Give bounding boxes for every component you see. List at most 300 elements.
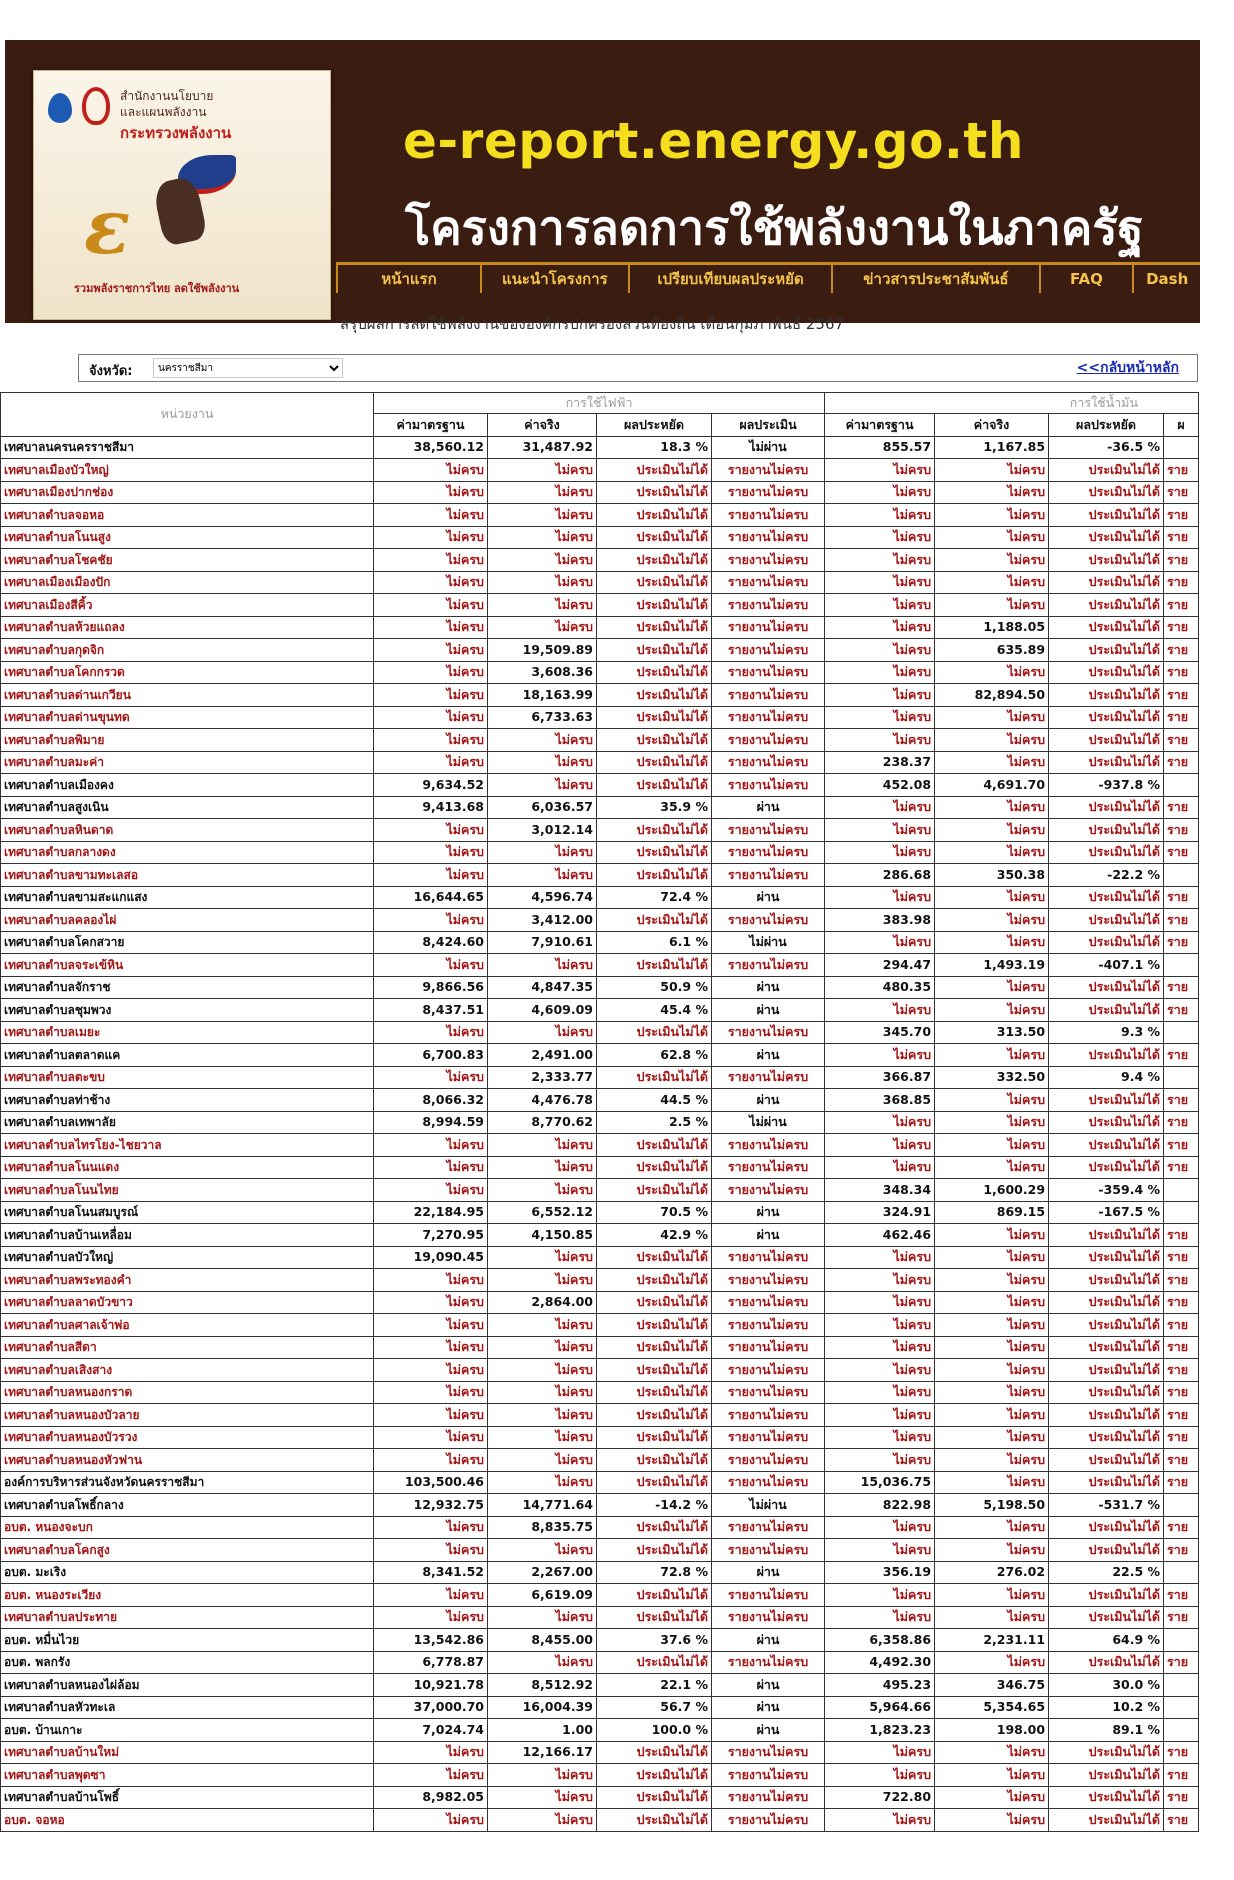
- elec-assess-cell: รายงานไม่ครบ: [712, 1584, 825, 1607]
- elec-standard-cell: 7,024.74: [374, 1719, 488, 1742]
- results-table: [0, 392, 1199, 1832]
- table-row: [1, 931, 1199, 954]
- elec-standard-cell: ไม่ครบ: [374, 639, 488, 662]
- fuel-saving-cell: ประเมินไม่ได้: [1049, 796, 1164, 819]
- fuel-saving-cell: ประเมินไม่ได้: [1049, 684, 1164, 707]
- elec-actual-cell: ไม่ครบ: [488, 1134, 597, 1157]
- elec-saving-cell: 37.6 %: [597, 1629, 712, 1652]
- table-row: [1, 1179, 1199, 1202]
- fuel-saving-cell: 89.1 %: [1049, 1719, 1164, 1742]
- col-header-elec-saving: ผลประหยัด: [597, 414, 712, 437]
- nav-news[interactable]: ข่าวสารประชาสัมพันธ์: [831, 265, 1038, 293]
- elec-standard-cell: ไม่ครบ: [374, 1764, 488, 1787]
- elec-actual-cell: ไม่ครบ: [488, 751, 597, 774]
- elec-standard-cell: ไม่ครบ: [374, 1516, 488, 1539]
- elec-actual-cell: ไม่ครบ: [488, 1359, 597, 1382]
- elec-actual-cell: 18,163.99: [488, 684, 597, 707]
- nav-home[interactable]: หน้าแรก: [336, 265, 480, 293]
- fuel-assess-cell: ราย: [1164, 1111, 1199, 1134]
- fuel-assess-cell: [1164, 1201, 1199, 1224]
- table-row: [1, 729, 1199, 752]
- fuel-saving-cell: ประเมินไม่ได้: [1049, 526, 1164, 549]
- fuel-standard-cell: 452.08: [825, 774, 935, 797]
- elec-saving-cell: ประเมินไม่ได้: [597, 661, 712, 684]
- unit-name-cell: เทศบาลเมืองสีคิ้ว: [1, 594, 374, 617]
- elec-saving-cell: 70.5 %: [597, 1201, 712, 1224]
- col-group-fuel: การใช้น้ำมัน: [825, 393, 1199, 414]
- fuel-saving-cell: ประเมินไม่ได้: [1049, 1606, 1164, 1629]
- elec-actual-cell: 31,487.92: [488, 436, 597, 459]
- fuel-actual-cell: ไม่ครบ: [935, 819, 1049, 842]
- elec-saving-cell: ประเมินไม่ได้: [597, 1314, 712, 1337]
- elec-actual-cell: 19,509.89: [488, 639, 597, 662]
- elec-assess-cell: รายงานไม่ครบ: [712, 909, 825, 932]
- back-to-home-link[interactable]: <<กลับหน้าหลัก: [1076, 360, 1179, 376]
- fuel-assess-cell: [1164, 864, 1199, 887]
- fuel-assess-cell: ราย: [1164, 1426, 1199, 1449]
- elec-actual-cell: ไม่ครบ: [488, 1539, 597, 1562]
- table-row: [1, 1606, 1199, 1629]
- elec-actual-cell: 8,512.92: [488, 1674, 597, 1697]
- col-header-elec-assess: ผลประเมิน: [712, 414, 825, 437]
- fuel-saving-cell: ประเมินไม่ได้: [1049, 1269, 1164, 1292]
- unit-name-cell: เทศบาลตำบลหนองบัวลาย: [1, 1404, 374, 1427]
- fuel-actual-cell: 4,691.70: [935, 774, 1049, 797]
- unit-name-cell: เทศบาลตำบลโนนสมบูรณ์: [1, 1201, 374, 1224]
- fuel-actual-cell: 332.50: [935, 1066, 1049, 1089]
- fuel-saving-cell: -531.7 %: [1049, 1494, 1164, 1517]
- fuel-standard-cell: ไม่ครบ: [825, 639, 935, 662]
- elec-standard-cell: 103,500.46: [374, 1471, 488, 1494]
- elec-assess-cell: รายงานไม่ครบ: [712, 864, 825, 887]
- elec-actual-cell: ไม่ครบ: [488, 1651, 597, 1674]
- fuel-assess-cell: ราย: [1164, 661, 1199, 684]
- elec-saving-cell: ประเมินไม่ได้: [597, 1426, 712, 1449]
- unit-name-cell: เทศบาลตำบลสีดา: [1, 1336, 374, 1359]
- elec-actual-cell: ไม่ครบ: [488, 1336, 597, 1359]
- fuel-actual-cell: ไม่ครบ: [935, 1111, 1049, 1134]
- elec-saving-cell: ประเมินไม่ได้: [597, 1359, 712, 1382]
- fuel-actual-cell: ไม่ครบ: [935, 504, 1049, 527]
- fuel-actual-cell: ไม่ครบ: [935, 1764, 1049, 1787]
- elec-standard-cell: ไม่ครบ: [374, 751, 488, 774]
- elec-saving-cell: ประเมินไม่ได้: [597, 909, 712, 932]
- elec-saving-cell: 6.1 %: [597, 931, 712, 954]
- elec-assess-cell: รายงานไม่ครบ: [712, 1516, 825, 1539]
- elec-saving-cell: ประเมินไม่ได้: [597, 1066, 712, 1089]
- unit-name-cell: เทศบาลตำบลมะค่า: [1, 751, 374, 774]
- fuel-assess-cell: ราย: [1164, 706, 1199, 729]
- fuel-saving-cell: -407.1 %: [1049, 954, 1164, 977]
- elec-standard-cell: ไม่ครบ: [374, 459, 488, 482]
- elec-actual-cell: ไม่ครบ: [488, 1021, 597, 1044]
- fuel-saving-cell: ประเมินไม่ได้: [1049, 1134, 1164, 1157]
- org-name-line2: และแผนพลังงาน: [120, 105, 207, 119]
- fuel-standard-cell: ไม่ครบ: [825, 796, 935, 819]
- elec-actual-cell: ไม่ครบ: [488, 571, 597, 594]
- fuel-standard-cell: ไม่ครบ: [825, 459, 935, 482]
- fuel-assess-cell: ราย: [1164, 1044, 1199, 1067]
- fuel-actual-cell: ไม่ครบ: [935, 1381, 1049, 1404]
- table-row: [1, 909, 1199, 932]
- table-row: [1, 1404, 1199, 1427]
- elec-saving-cell: 35.9 %: [597, 796, 712, 819]
- table-row: [1, 1494, 1199, 1517]
- elec-standard-cell: 9,413.68: [374, 796, 488, 819]
- elec-saving-cell: 62.8 %: [597, 1044, 712, 1067]
- elec-standard-cell: ไม่ครบ: [374, 1021, 488, 1044]
- table-row: [1, 459, 1199, 482]
- elec-actual-cell: 2,864.00: [488, 1291, 597, 1314]
- fuel-saving-cell: ประเมินไม่ได้: [1049, 1314, 1164, 1337]
- table-row: [1, 504, 1199, 527]
- elec-saving-cell: ประเมินไม่ได้: [597, 594, 712, 617]
- elec-assess-cell: ไม่ผ่าน: [712, 1111, 825, 1134]
- elec-standard-cell: ไม่ครบ: [374, 594, 488, 617]
- fuel-standard-cell: 286.68: [825, 864, 935, 887]
- elec-standard-cell: ไม่ครบ: [374, 706, 488, 729]
- fuel-saving-cell: ประเมินไม่ได้: [1049, 1044, 1164, 1067]
- elec-actual-cell: ไม่ครบ: [488, 1471, 597, 1494]
- table-row: [1, 1156, 1199, 1179]
- table-row: [1, 706, 1199, 729]
- fuel-standard-cell: 6,358.86: [825, 1629, 935, 1652]
- elec-standard-cell: ไม่ครบ: [374, 864, 488, 887]
- elec-actual-cell: 4,847.35: [488, 976, 597, 999]
- elec-actual-cell: 2,267.00: [488, 1561, 597, 1584]
- fuel-actual-cell: ไม่ครบ: [935, 841, 1049, 864]
- elec-assess-cell: รายงานไม่ครบ: [712, 1134, 825, 1157]
- fuel-actual-cell: 5,354.65: [935, 1696, 1049, 1719]
- elec-saving-cell: ประเมินไม่ได้: [597, 1606, 712, 1629]
- elec-standard-cell: ไม่ครบ: [374, 1381, 488, 1404]
- elec-assess-cell: ผ่าน: [712, 1044, 825, 1067]
- unit-name-cell: เทศบาลตำบลจักราช: [1, 976, 374, 999]
- elec-actual-cell: 6,733.63: [488, 706, 597, 729]
- table-row: [1, 1044, 1199, 1067]
- fuel-standard-cell: ไม่ครบ: [825, 1764, 935, 1787]
- elec-actual-cell: 1.00: [488, 1719, 597, 1742]
- elec-assess-cell: รายงานไม่ครบ: [712, 1291, 825, 1314]
- elec-saving-cell: ประเมินไม่ได้: [597, 1539, 712, 1562]
- unit-name-cell: เทศบาลตำบลด่านขุนทด: [1, 706, 374, 729]
- fuel-standard-cell: ไม่ครบ: [825, 1539, 935, 1562]
- table-row: [1, 616, 1199, 639]
- elec-actual-cell: 8,770.62: [488, 1111, 597, 1134]
- table-row: [1, 1291, 1199, 1314]
- elec-actual-cell: 14,771.64: [488, 1494, 597, 1517]
- elec-assess-cell: รายงานไม่ครบ: [712, 729, 825, 752]
- col-header-elec-standard: ค่ามาตรฐาน: [374, 414, 488, 437]
- fuel-saving-cell: ประเมินไม่ได้: [1049, 1359, 1164, 1382]
- elec-actual-cell: ไม่ครบ: [488, 954, 597, 977]
- fuel-actual-cell: ไม่ครบ: [935, 1359, 1049, 1382]
- elec-standard-cell: 37,000.70: [374, 1696, 488, 1719]
- elec-assess-cell: ผ่าน: [712, 976, 825, 999]
- fuel-saving-cell: ประเมินไม่ได้: [1049, 1404, 1164, 1427]
- table-row: [1, 436, 1199, 459]
- fuel-saving-cell: ประเมินไม่ได้: [1049, 1764, 1164, 1787]
- province-label: จังหวัด:: [89, 364, 133, 379]
- elec-actual-cell: ไม่ครบ: [488, 1269, 597, 1292]
- fuel-actual-cell: ไม่ครบ: [935, 1291, 1049, 1314]
- nav-dashboard[interactable]: Dash: [1132, 265, 1200, 293]
- elec-standard-cell: ไม่ครบ: [374, 1336, 488, 1359]
- elec-saving-cell: 56.7 %: [597, 1696, 712, 1719]
- elec-standard-cell: 6,700.83: [374, 1044, 488, 1067]
- fuel-standard-cell: ไม่ครบ: [825, 886, 935, 909]
- elec-saving-cell: ประเมินไม่ได้: [597, 1786, 712, 1809]
- unit-name-cell: เทศบาลตำบลกุดจิก: [1, 639, 374, 662]
- elec-assess-cell: รายงานไม่ครบ: [712, 1156, 825, 1179]
- fuel-saving-cell: ประเมินไม่ได้: [1049, 1539, 1164, 1562]
- unit-name-cell: เทศบาลตำบลคลองไผ่: [1, 909, 374, 932]
- fuel-assess-cell: ราย: [1164, 796, 1199, 819]
- fuel-saving-cell: 30.0 %: [1049, 1674, 1164, 1697]
- fuel-actual-cell: ไม่ครบ: [935, 886, 1049, 909]
- unit-name-cell: เทศบาลตำบลพระทองคำ: [1, 1269, 374, 1292]
- unit-name-cell: เทศบาลตำบลไทรโยง-ไชยวาล: [1, 1134, 374, 1157]
- unit-name-cell: เทศบาลตำบลหัวทะเล: [1, 1696, 374, 1719]
- fuel-standard-cell: 238.37: [825, 751, 935, 774]
- elec-assess-cell: รายงานไม่ครบ: [712, 1786, 825, 1809]
- elec-saving-cell: ประเมินไม่ได้: [597, 684, 712, 707]
- fuel-saving-cell: ประเมินไม่ได้: [1049, 1381, 1164, 1404]
- fuel-actual-cell: ไม่ครบ: [935, 1471, 1049, 1494]
- elec-standard-cell: ไม่ครบ: [374, 1539, 488, 1562]
- fuel-actual-cell: ไม่ครบ: [935, 1089, 1049, 1112]
- elec-standard-cell: ไม่ครบ: [374, 526, 488, 549]
- elec-actual-cell: 2,491.00: [488, 1044, 597, 1067]
- unit-name-cell: เทศบาลตำบลจอหอ: [1, 504, 374, 527]
- elec-actual-cell: ไม่ครบ: [488, 729, 597, 752]
- fuel-actual-cell: 350.38: [935, 864, 1049, 887]
- table-row: [1, 1201, 1199, 1224]
- fuel-standard-cell: ไม่ครบ: [825, 1291, 935, 1314]
- elec-assess-cell: รายงานไม่ครบ: [712, 1764, 825, 1787]
- fuel-actual-cell: ไม่ครบ: [935, 1606, 1049, 1629]
- elec-saving-cell: ประเมินไม่ได้: [597, 1156, 712, 1179]
- elec-saving-cell: 100.0 %: [597, 1719, 712, 1742]
- fuel-standard-cell: 1,823.23: [825, 1719, 935, 1742]
- fuel-standard-cell: ไม่ครบ: [825, 616, 935, 639]
- elec-assess-cell: รายงานไม่ครบ: [712, 1066, 825, 1089]
- fuel-assess-cell: ราย: [1164, 1606, 1199, 1629]
- fuel-standard-cell: ไม่ครบ: [825, 684, 935, 707]
- nav-compare-savings[interactable]: เปรียบเทียบผลประหยัด: [628, 265, 832, 293]
- unit-name-cell: เทศบาลตำบลสูงเนิน: [1, 796, 374, 819]
- fuel-actual-cell: ไม่ครบ: [935, 1314, 1049, 1337]
- table-row: [1, 1696, 1199, 1719]
- elec-saving-cell: ประเมินไม่ได้: [597, 1291, 712, 1314]
- unit-name-cell: เทศบาลตำบลบ้านโพธิ์: [1, 1786, 374, 1809]
- fuel-saving-cell: ประเมินไม่ได้: [1049, 1246, 1164, 1269]
- elec-actual-cell: 8,455.00: [488, 1629, 597, 1652]
- elec-assess-cell: รายงานไม่ครบ: [712, 1809, 825, 1832]
- fuel-standard-cell: ไม่ครบ: [825, 1449, 935, 1472]
- table-row: [1, 1089, 1199, 1112]
- table-row: [1, 1516, 1199, 1539]
- elec-saving-cell: ประเมินไม่ได้: [597, 526, 712, 549]
- unit-name-cell: เทศบาลตำบลชุมพวง: [1, 999, 374, 1022]
- fuel-assess-cell: ราย: [1164, 1741, 1199, 1764]
- unit-name-cell: เทศบาลตำบลโคกสวาย: [1, 931, 374, 954]
- unit-name-cell: อบต. หมื่นไวย: [1, 1629, 374, 1652]
- elec-saving-cell: ประเมินไม่ได้: [597, 1381, 712, 1404]
- elec-assess-cell: ผ่าน: [712, 1696, 825, 1719]
- fuel-saving-cell: ประเมินไม่ได้: [1049, 841, 1164, 864]
- nav-about-project[interactable]: แนะนำโครงการ: [480, 265, 628, 293]
- fuel-actual-cell: 1,600.29: [935, 1179, 1049, 1202]
- elec-standard-cell: ไม่ครบ: [374, 504, 488, 527]
- fuel-standard-cell: ไม่ครบ: [825, 1426, 935, 1449]
- fuel-actual-cell: ไม่ครบ: [935, 796, 1049, 819]
- fuel-assess-cell: ราย: [1164, 1786, 1199, 1809]
- elec-saving-cell: ประเมินไม่ได้: [597, 1516, 712, 1539]
- fuel-saving-cell: ประเมินไม่ได้: [1049, 1336, 1164, 1359]
- fuel-standard-cell: ไม่ครบ: [825, 706, 935, 729]
- elec-standard-cell: 22,184.95: [374, 1201, 488, 1224]
- elec-saving-cell: 50.9 %: [597, 976, 712, 999]
- elec-assess-cell: รายงานไม่ครบ: [712, 1336, 825, 1359]
- elec-standard-cell: 16,644.65: [374, 886, 488, 909]
- fuel-assess-cell: ราย: [1164, 976, 1199, 999]
- elec-saving-cell: ประเมินไม่ได้: [597, 1741, 712, 1764]
- fuel-actual-cell: ไม่ครบ: [935, 976, 1049, 999]
- elec-saving-cell: 44.5 %: [597, 1089, 712, 1112]
- table-row: [1, 1539, 1199, 1562]
- province-select[interactable]: [153, 358, 343, 378]
- unit-name-cell: เทศบาลตำบลบัวใหญ่: [1, 1246, 374, 1269]
- elec-assess-cell: รายงานไม่ครบ: [712, 1314, 825, 1337]
- fuel-standard-cell: ไม่ครบ: [825, 1044, 935, 1067]
- fuel-actual-cell: 82,894.50: [935, 684, 1049, 707]
- unit-name-cell: เทศบาลตำบลศาลเจ้าพ่อ: [1, 1314, 374, 1337]
- fuel-actual-cell: ไม่ครบ: [935, 1449, 1049, 1472]
- fuel-standard-cell: ไม่ครบ: [825, 1381, 935, 1404]
- fuel-assess-cell: ราย: [1164, 1359, 1199, 1382]
- fuel-standard-cell: 345.70: [825, 1021, 935, 1044]
- elec-standard-cell: 6,778.87: [374, 1651, 488, 1674]
- province-filter-bar: [78, 354, 1198, 382]
- elec-standard-cell: 38,560.12: [374, 436, 488, 459]
- elec-standard-cell: ไม่ครบ: [374, 954, 488, 977]
- fuel-standard-cell: ไม่ครบ: [825, 1516, 935, 1539]
- elec-standard-cell: 8,066.32: [374, 1089, 488, 1112]
- unit-name-cell: เทศบาลเมืองบัวใหญ่: [1, 459, 374, 482]
- fuel-actual-cell: ไม่ครบ: [935, 1426, 1049, 1449]
- fuel-saving-cell: ประเมินไม่ได้: [1049, 504, 1164, 527]
- table-row: [1, 1246, 1199, 1269]
- elec-actual-cell: ไม่ครบ: [488, 1786, 597, 1809]
- elec-saving-cell: ประเมินไม่ได้: [597, 729, 712, 752]
- elec-standard-cell: ไม่ครบ: [374, 616, 488, 639]
- elec-standard-cell: ไม่ครบ: [374, 1291, 488, 1314]
- unit-name-cell: อบต. พลกรัง: [1, 1651, 374, 1674]
- elec-assess-cell: รายงานไม่ครบ: [712, 661, 825, 684]
- fuel-saving-cell: 64.9 %: [1049, 1629, 1164, 1652]
- unit-name-cell: เทศบาลตำบลขามสะแกแสง: [1, 886, 374, 909]
- elec-actual-cell: ไม่ครบ: [488, 841, 597, 864]
- table-row: [1, 1584, 1199, 1607]
- elec-actual-cell: 8,835.75: [488, 1516, 597, 1539]
- report-subtitle: สรุปผลการลดใช้พลังงานขององค์กรปกครองส่วนท้องถิ่น เดือนกุมภาพันธ์ 2567: [340, 315, 845, 333]
- fuel-assess-cell: [1164, 1629, 1199, 1652]
- fuel-actual-cell: ไม่ครบ: [935, 1539, 1049, 1562]
- table-row: [1, 1741, 1199, 1764]
- elec-standard-cell: ไม่ครบ: [374, 819, 488, 842]
- elec-assess-cell: ผ่าน: [712, 999, 825, 1022]
- fuel-saving-cell: ประเมินไม่ได้: [1049, 1224, 1164, 1247]
- fuel-assess-cell: ราย: [1164, 751, 1199, 774]
- site-title: โครงการลดการใช้พลังงานในภาครัฐ: [405, 201, 1144, 256]
- unit-name-cell: เทศบาลตำบลโคกสูง: [1, 1539, 374, 1562]
- fuel-standard-cell: ไม่ครบ: [825, 729, 935, 752]
- elec-actual-cell: ไม่ครบ: [488, 864, 597, 887]
- fuel-assess-cell: ราย: [1164, 1516, 1199, 1539]
- elec-saving-cell: ประเมินไม่ได้: [597, 1246, 712, 1269]
- elec-actual-cell: ไม่ครบ: [488, 1426, 597, 1449]
- elec-standard-cell: ไม่ครบ: [374, 1404, 488, 1427]
- elec-actual-cell: ไม่ครบ: [488, 1246, 597, 1269]
- fuel-assess-cell: ราย: [1164, 1224, 1199, 1247]
- fuel-saving-cell: ประเมินไม่ได้: [1049, 1291, 1164, 1314]
- fuel-actual-cell: ไม่ครบ: [935, 1786, 1049, 1809]
- elec-actual-cell: 4,476.78: [488, 1089, 597, 1112]
- unit-name-cell: เทศบาลตำบลโชคชัย: [1, 549, 374, 572]
- elec-assess-cell: รายงานไม่ครบ: [712, 819, 825, 842]
- fuel-actual-cell: 869.15: [935, 1201, 1049, 1224]
- fuel-saving-cell: 9.3 %: [1049, 1021, 1164, 1044]
- fuel-assess-cell: ราย: [1164, 1539, 1199, 1562]
- elec-standard-cell: ไม่ครบ: [374, 1606, 488, 1629]
- elec-standard-cell: 7,270.95: [374, 1224, 488, 1247]
- fuel-actual-cell: ไม่ครบ: [935, 1809, 1049, 1832]
- fuel-actual-cell: ไม่ครบ: [935, 1134, 1049, 1157]
- col-header-unit: หน่วยงาน: [1, 393, 374, 437]
- elec-assess-cell: ผ่าน: [712, 1719, 825, 1742]
- elec-actual-cell: ไม่ครบ: [488, 504, 597, 527]
- elec-saving-cell: ประเมินไม่ได้: [597, 549, 712, 572]
- elec-standard-cell: 9,634.52: [374, 774, 488, 797]
- fuel-saving-cell: 22.5 %: [1049, 1561, 1164, 1584]
- fuel-assess-cell: ราย: [1164, 571, 1199, 594]
- unit-name-cell: เทศบาลตำบลหินดาด: [1, 819, 374, 842]
- fuel-assess-cell: ราย: [1164, 1246, 1199, 1269]
- unit-name-cell: อบต. หนองระเวียง: [1, 1584, 374, 1607]
- table-row: [1, 594, 1199, 617]
- elec-assess-cell: รายงานไม่ครบ: [712, 481, 825, 504]
- fuel-standard-cell: 462.46: [825, 1224, 935, 1247]
- fuel-assess-cell: ราย: [1164, 1809, 1199, 1832]
- unit-name-cell: เทศบาลตำบลขามทะเลสอ: [1, 864, 374, 887]
- elec-saving-cell: ประเมินไม่ได้: [597, 459, 712, 482]
- fuel-standard-cell: ไม่ครบ: [825, 571, 935, 594]
- nav-faq[interactable]: FAQ: [1039, 265, 1133, 293]
- elec-actual-cell: 2,333.77: [488, 1066, 597, 1089]
- table-row: [1, 1111, 1199, 1134]
- fuel-saving-cell: ประเมินไม่ได้: [1049, 1156, 1164, 1179]
- fuel-assess-cell: ราย: [1164, 526, 1199, 549]
- unit-name-cell: เทศบาลตำบลหนองบัวรวง: [1, 1426, 374, 1449]
- unit-name-cell: เทศบาลตำบลบ้านเหลื่อม: [1, 1224, 374, 1247]
- elec-saving-cell: ประเมินไม่ได้: [597, 1584, 712, 1607]
- fuel-standard-cell: ไม่ครบ: [825, 999, 935, 1022]
- fuel-standard-cell: 324.91: [825, 1201, 935, 1224]
- fuel-standard-cell: 480.35: [825, 976, 935, 999]
- elec-assess-cell: รายงานไม่ครบ: [712, 1404, 825, 1427]
- ministry-emblem-icon: [82, 87, 110, 125]
